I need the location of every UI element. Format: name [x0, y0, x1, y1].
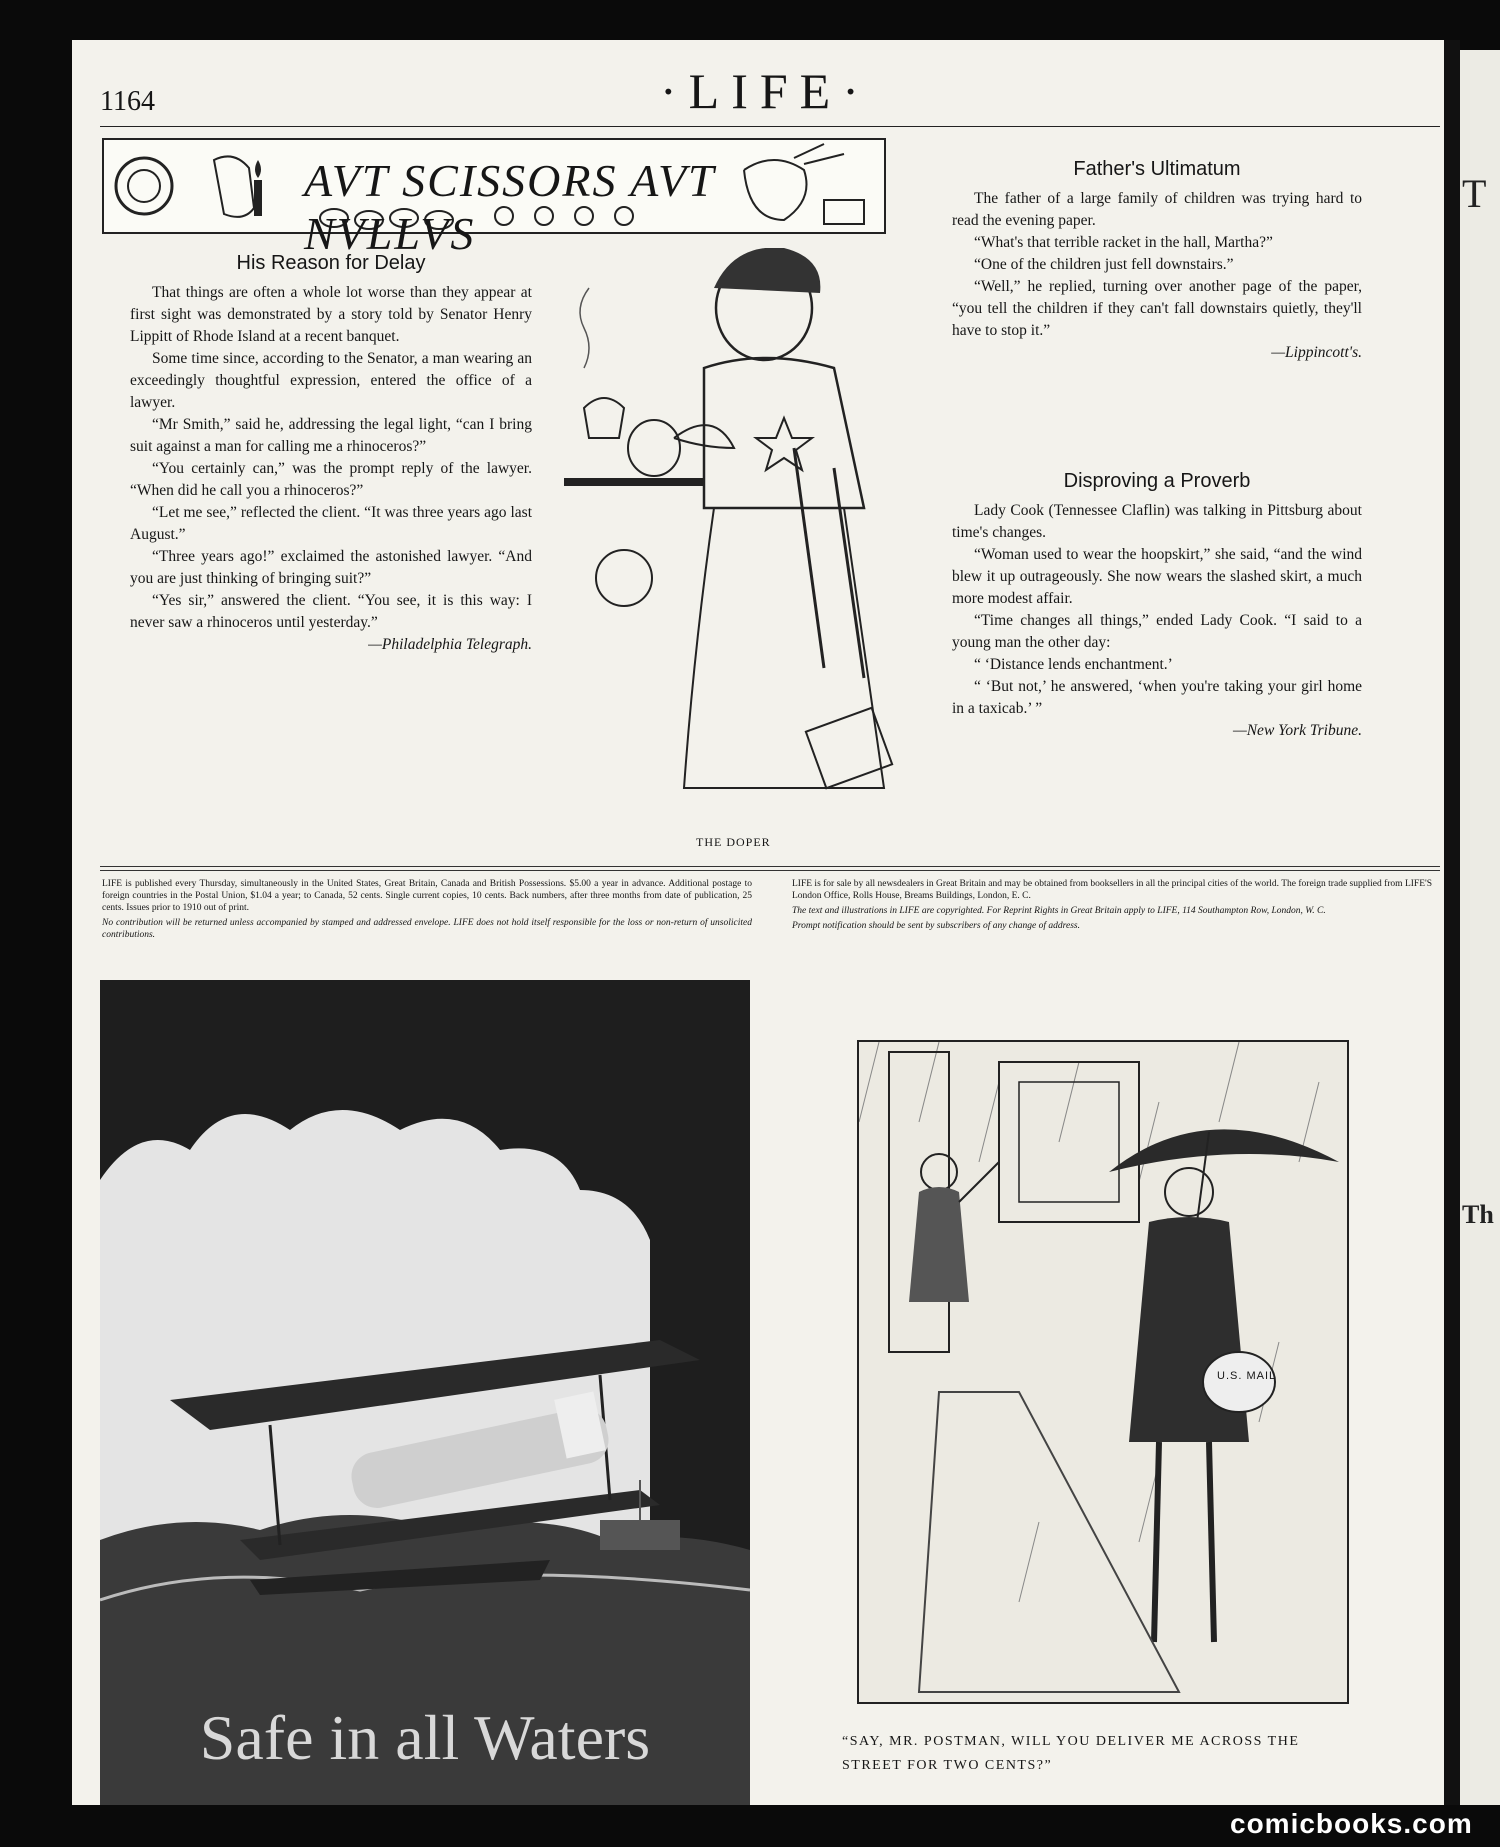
story-paragraph: “Time changes all things,” ended Lady Cook. “I said to a young man the other day:	[952, 612, 1362, 651]
story-paragraph: “Well,” he replied, turning over another page of the paper, “you tell the children if they can't fall downstairs quietly, they'll have to stop it.”	[952, 278, 1362, 339]
notice-text: LIFE is for sale by all newsdealers in Great Britain and may be obtained from booksellers in all the principal cities of the world. The foreign trade supplied from LIFE'S London Office, Rolls House, Breams Buildings, London, E. C.	[792, 879, 1432, 901]
story-paragraph: “Let me see,” reflected the client. “It was three years ago last August.”	[130, 504, 532, 543]
facing-page-edge	[1460, 50, 1500, 1805]
notice-rule-bottom	[100, 870, 1440, 871]
notice-text: No contribution will be returned unless accompanied by stamped and addressed envelope. LIFE does not hold itself responsible for the loss or non-return of unsolicited contributions.	[102, 918, 752, 940]
story-paragraph: The father of a large family of children was trying hard to read the evening paper.	[952, 190, 1362, 229]
notice-rule-top	[100, 866, 1440, 867]
masthead	[100, 54, 1440, 124]
magazine-page	[72, 40, 1444, 1805]
story-title: Father's Ultimatum	[1073, 158, 1241, 180]
notice-text: Prompt notification should be sent by subscribers of any change of address.	[792, 921, 1080, 931]
page-number: 1164	[100, 86, 155, 117]
publication-notice-right	[792, 878, 1432, 935]
story-source: —Lippincott's.	[1271, 344, 1362, 361]
motto-banner	[102, 138, 886, 259]
notice-text: The text and illustrations in LIFE are copyrighted. For Reprint Rights in Great Britain apply to LIFE, 114 Southampton Row, London, W. C.	[792, 906, 1326, 916]
story-source: —Philadelphia Telegraph.	[368, 636, 532, 653]
cartoon-postman	[857, 1040, 1349, 1704]
page-gutter	[1444, 40, 1460, 1805]
story-disproving-a-proverb	[952, 470, 1362, 742]
facing-page-fragment: T	[1462, 171, 1487, 216]
header-rule	[100, 126, 1440, 127]
cartoon-caption: “SAY, MR. POSTMAN, WILL YOU DELIVER ME ACROSS THE STREET FOR TWO CENTS?”	[842, 1734, 1300, 1773]
story-paragraph: Lady Cook (Tennessee Claflin) was talking in Pittsburg about time's changes.	[952, 502, 1362, 541]
story-his-reason-for-delay	[130, 252, 532, 656]
story-paragraph: “Yes sir,” answered the client. “You see, it is this way: I never saw a rhinoceros until yesterday.”	[130, 592, 532, 631]
seaplane-illustration	[100, 980, 750, 1805]
story-paragraph: “What's that terrible racket in the hall, Martha?”	[974, 234, 1273, 251]
publication-notice-left	[102, 878, 752, 944]
notice-text: LIFE is published every Thursday, simultaneously in the United States, Great Britain, Canada and British Possessions. $5.00 a year in advance. Additional postage to foreign countries in the Postal Union, $1.04 a year; to Canada, 52 cents. Single current copies, 10 cents. Back numbers, after three months from date of publication, 25 cents. Issues prior to 1910 out of print.	[102, 879, 752, 913]
magazine-title: ·LIFE·	[660, 63, 871, 119]
site-watermark: comicbooks.com	[1230, 1808, 1473, 1839]
advertisement-seaplane	[100, 980, 750, 1805]
story-paragraph: That things are often a whole lot worse than they appear at first sight was demonstrated by a story told by Senator Henry Lippitt of Rhode Island at a recent banquet.	[130, 284, 532, 345]
story-title: Disproving a Proverb	[1063, 470, 1251, 492]
story-paragraph: “One of the children just fell downstairs.”	[974, 256, 1234, 273]
story-paragraph: “Mr Smith,” said he, addressing the legal light, “can I bring suit against a man for calling me a rhinoceros?”	[130, 416, 532, 455]
mailbag-label: U.S. MAIL	[1217, 1370, 1277, 1382]
story-fathers-ultimatum	[952, 158, 1362, 364]
illustration-the-doper	[564, 248, 914, 818]
story-paragraph: “ ‘Distance lends enchantment.’	[974, 656, 1173, 673]
story-paragraph: Some time since, according to the Senator, a man wearing an exceedingly thoughtful expression, entered the office of a lawyer.	[130, 350, 532, 411]
story-paragraph: “You certainly can,” was the prompt reply of the lawyer. “When did he call you a rhinoceros?”	[130, 460, 532, 499]
story-title: His Reason for Delay	[236, 252, 426, 274]
woman-with-cupid-drawing	[564, 248, 914, 818]
facing-page-fragment: Th	[1462, 1200, 1494, 1229]
story-paragraph: “ ‘But not,’ he answered, ‘when you're taking your girl home in a taxicab.’ ”	[952, 678, 1362, 717]
advertisement-slogan: Safe in all Waters	[199, 1702, 651, 1773]
story-paragraph: “Three years ago!” exclaimed the astonished lawyer. “And you are just thinking of bringing suit?”	[130, 548, 532, 587]
story-source: —New York Tribune.	[1232, 722, 1362, 739]
illustration-caption: THE DOPER	[696, 835, 771, 849]
story-paragraph: “Woman used to wear the hoopskirt,” she said, “and the wind blew it up outrageously. She now wears the slashed skirt, a much more modest affair.	[952, 546, 1362, 607]
banner-motto: AVT SCISSORS AVT NVLLVS	[304, 155, 715, 259]
